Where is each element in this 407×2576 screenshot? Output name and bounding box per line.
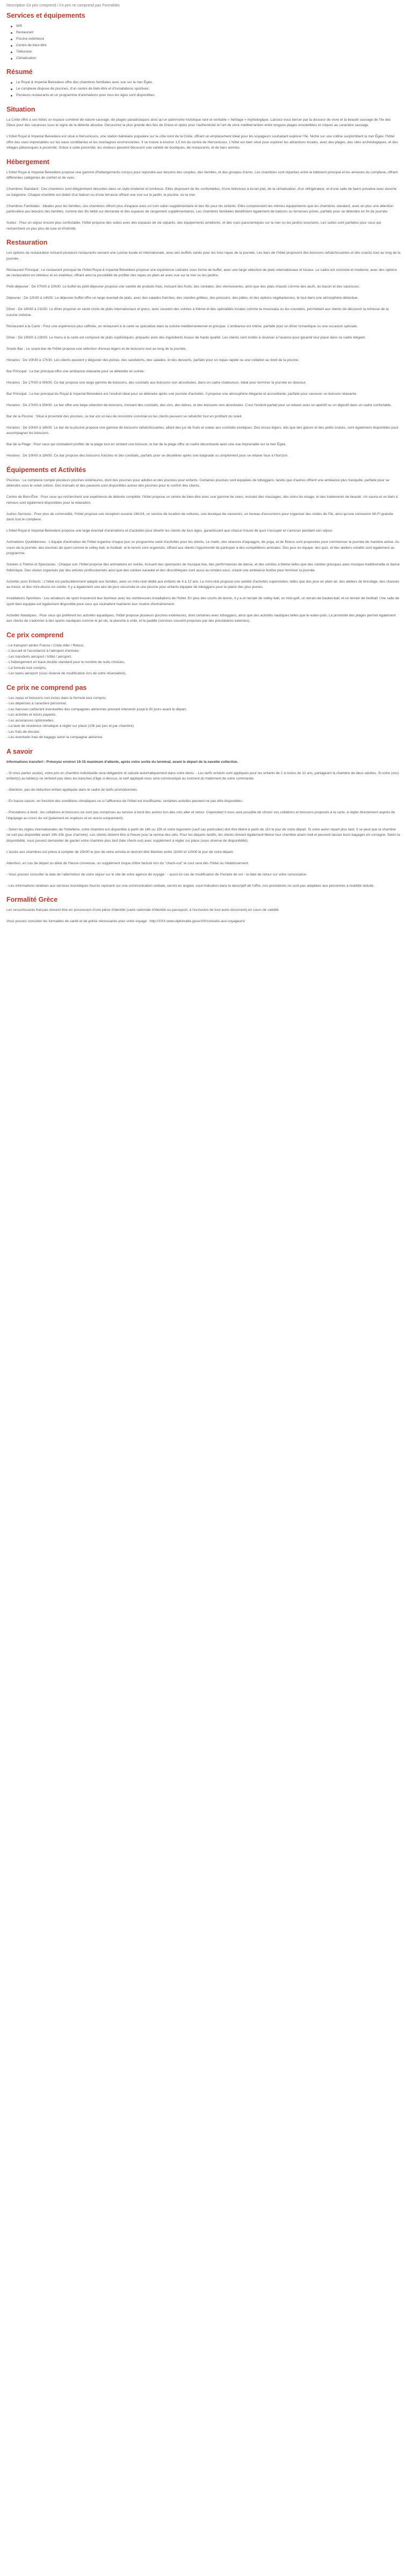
services-section xyxy=(6,11,401,62)
services-list xyxy=(6,24,401,62)
paragraph: Restaurant Principal : Le restaurant principal de l'hôtel Royal & Imperial Belvedere propose une expérience culinaire sous forme de buffet, avec une large sélection de plats internationaux et locaux. Le cadre est convivial et moderne, avec des options de restauration en intérieur et en extérieur, offrant ainsi la possibilité de profiter des repas en plein air avec vue sur la mer ou les jardins. xyxy=(6,268,397,277)
situation-title: Situation xyxy=(6,105,35,113)
paragraph: Les options de restauration incluent plusieurs restaurants servant une cuisine locale et internationale, avec des buffets variés pour les trois repas de la journée. Les bars de l'hôtel proposent des boissons rafraîchissantes et des snacks tout au long de la journée. xyxy=(6,251,401,261)
paragraph: Bar de la Plage : Pour ceux qui souhaitent profiter de la plage tout en sirotant une boisson, le bar de la plage offre un cadre décontracté avec une vue imprenable sur la mer Égée. xyxy=(6,443,287,446)
comprend-list xyxy=(6,643,401,677)
list-item: - Les repas et boissons non inclus dans la formule tout compris, xyxy=(6,696,107,700)
formalites-link-paragraph: Vous pouvez consulter les formalités de santé et de police nécessaires pour votre voyage : http://XXX.www.diplomatie.gouv.fr/fr/conseils-aux-voyageurs/ xyxy=(6,919,245,923)
paragraph: Dîner : De 19h00 à 22h00. Le menu à la carte est composé de plats sophistiqués, préparés avec des ingrédients locaux de haute qualité. Les clients sont invités à réserver à l'avance pour garantir leur place dans ce cadre élégant. xyxy=(6,335,366,340)
list-item: - Les hausses carburant éventuelles des compagnies aériennes pouvant intervenir jusqu'à 30 jours avant le départ, xyxy=(6,707,187,711)
breadcrumb: Description Ce prix comprend / Ce prix ne comprend pas Formalités xyxy=(6,4,120,8)
comprend-title: Ce prix comprend xyxy=(6,631,64,639)
paragraph: - Vous pouvez consulter la date de l'aller/retour de votre séjour sur le site de votre agence de voyage : - aussi en cas de modification de l'horaire de vol - la date de retour sur votre convocation. xyxy=(6,872,308,877)
savoir-title: A savoir xyxy=(6,747,33,755)
paragraph: - En basse saison, en fonction des conditions climatiques ou si l'affluence de l'hôtel est insuffisante, certaines activités peuvent ne pas être disponibles. xyxy=(6,799,243,803)
list-item: Piscine extérieure xyxy=(6,36,401,42)
list-item: - Les éventuels frais de bagage selon la compagnie aérienne. xyxy=(6,735,103,739)
paragraph: L'hôtel Royal & Imperial Belvedere propose une gamme d'hébergements conçus pour répondre aux besoins des couples, des familles, et des groupes d'amis. Les chambres sont réparties entre le bâtiment principal et les annexes du complexe, offrant différentes catégories de confort et de vues. xyxy=(6,170,398,180)
savoir-section xyxy=(6,747,401,889)
ne-comprend-title: Ce prix ne comprend pas xyxy=(6,683,87,691)
paragraph: Horaires : De 17h00 à 00h00. Ce bar propose une large gamme de boissons, des cocktails aux boissons non alcoolisées, dans un cadre chaleureux. Idéal pour terminer la journée en douceur. xyxy=(6,380,307,385)
paragraph: Chambres Familiales : Idéales pour les familles, ces chambres offrent plus d'espace avec un coin salon supplémentaire et des lits pour les enfants. Elles comprennent les mêmes équipements que les chambres standard, avec en plus une attention particulière aux besoins des familles, comme des lits bébé sur demande et des espaces de rangement supplémentaires. Les chambres familiales bénéficient également de balcons ou terrasses privés, parfaits pour se détendre en fin de journée. xyxy=(6,204,394,214)
paragraph: Horaires : De 10h00 à 18h00. Ce bar propose des boissons fraîches et des cocktails, parfaits pour se désaltérer après une baignade ou simplement pour se relaxer face à l'horizon. xyxy=(6,454,289,458)
list-item: - L'accueil et l'assistance à l'aéroport d'arrivée, xyxy=(6,649,79,653)
list-item: Télévision xyxy=(6,49,401,55)
paragraph: Suites : Pour un séjour encore plus confortable, l'hôtel propose des suites avec des espaces de vie séparés, des équipements améliorés, et des vues panoramiques sur la mer ou les jardins luxuriants. Les suites sont parfaites pour ceux qui recherchent un peu plus de luxe et d'intimité. xyxy=(6,221,381,231)
list-item: Centre de bien-être xyxy=(6,43,401,49)
paragraph: Restaurant à la Carte : Pour une expérience plus raffinée, un restaurant à la carte se spécialise dans la cuisine méditerranéenne et grecque. L'ambiance est intime, parfaite pour un dîner romantique ou une occasion spéciale. xyxy=(6,324,358,328)
paragraph: Dîner : De 18h30 à 21h30. Le dîner propose un vaste choix de plats internationaux et grecs, avec souvent des soirées à thème et des spécialités locales comme la moussaka ou les souvlakis, permettant aux clients de découvrir la richesse de la cuisine crétoise. xyxy=(6,307,389,317)
list-item: Le complexe dispose de piscines, d'un centre de bien-être et d'installations sportives. xyxy=(6,86,401,92)
resume-list xyxy=(6,80,401,99)
paragraph: Chambres Standard : Ces chambres sont élégamment décorées dans un style moderne et lumineux. Elles disposent de lits confortables, d'une télévision à écran plat, de la climatisation, d'un réfrigérateur, et d'une salle de bains privative avec douche ou baignoire. Chaque chambre est dotée d'un balcon ou d'une terrasse offrant une vue sur le jardin, la piscine, ou la mer. xyxy=(6,187,397,197)
paragraph: Bar de la Piscine : Situé à proximité des piscines, ce bar est un lieu de rencontre convivial où les clients peuvent se rafraîchir tout en profitant du soleil. xyxy=(6,414,243,418)
services-title: Services et équipements xyxy=(6,11,85,19)
paragraph: Petit-déjeuner : De 07h00 à 10h00. Le buffet du petit-déjeuner propose une variété de produits frais, incluant des fruits, des céréales, des viennoiseries, ainsi que des plats chauds comme des œufs, du bacon et des saucisses. xyxy=(6,285,360,289)
list-item: Climatisation xyxy=(6,56,401,62)
list-item: - Les taxes aéroport (sous réserve de modification lors de votre réservation). xyxy=(6,672,127,675)
ne-comprend-list xyxy=(6,696,401,741)
paragraph: Autres Services : Pour plus de commodité, l'hôtel propose une réception ouverte 24h/24, un service de location de voitures, une boutique de souvenirs, un bureau d'excursions pour organiser des visites de l'île, ainsi qu'une connexion Wi-Fi gratuite dans tout le complexe. xyxy=(6,512,394,521)
paragraph: Piscines : Le complexe compte plusieurs piscines extérieures, dont des piscines pour adultes et des piscines pour enfants. Certaines piscines sont équipées de toboggans, tandis que d'autres offrent une ambiance plus tranquille, parfaite pour se détendre sous le soleil crétois. Des transats et des parasols sont disponibles autour des piscines pour le confort des clients. xyxy=(6,478,389,488)
paragraph: - Prestations à bord : les collations et boissons ne sont pas comprises au service à bord des avions lors des vols aller et retour. Cependant il vous sera possible de choisir vos collations et boissons proposés à la carte, à régler directement auprès de l'équipage au cours du vol (paiement en espèces et en euros uniquement). xyxy=(6,811,395,820)
formalites-section xyxy=(6,895,401,925)
paragraph: Snack-Bar : Le snack-bar de l'hôtel propose une sélection d'encas légers et de boissons tout au long de la journée. xyxy=(6,347,187,351)
paragraph: Centre de Bien-Être : Pour ceux qui recherchent une expérience de détente complète, l'hôtel propose un centre de bien-être avec une gamme de soins, incluant des massages, des soins du visage, et des traitements de beauté. Un sauna et un bain à remous sont également disponibles pour la relaxation. xyxy=(6,495,398,505)
list-item: - La taxe de résidence climatique à régler sur place (10€ par jour et par chambre) xyxy=(6,724,134,728)
list-item: - Les transferts aéroport / hôtel / aéroport, xyxy=(6,654,72,659)
hebergement-section xyxy=(6,158,401,232)
paragraph: Déjeuner : De 12h30 à 14h30. Le déjeuner buffet offre un large éventail de plats, avec des salades fraîches, des viandes grillées, des poissons, des pâtes, et des options végétariennes, le tout dans une atmosphère détendue. xyxy=(6,296,359,300)
paragraph: Activités Nautiques : Pour ceux qui préfèrent les activités aquatiques, l'hôtel propose plusieurs piscines extérieures, dont certaines avec toboggans, ainsi que des activités nautiques telles que le water-polo. La proximité des plages permet également aux clients de s'adonner à des sports nautiques comme le jet-ski, la planche à voile, et le paddle (services souvent proposés par des prestataires externes). xyxy=(6,613,396,623)
list-item: Le Royal & Imperial Belvedere offre des chambres familiales avec vue sur la mer Égée. xyxy=(6,80,401,86)
list-item: - La formule tout compris, xyxy=(6,666,47,670)
list-item: - Les dépenses à caractère personnel, xyxy=(6,702,67,705)
paragraph: Bar Principal : Le bar principal offre une ambiance relaxante pour se détendre en soirée. xyxy=(6,369,145,373)
paragraph: Animations Quotidiennes : L'équipe d'animation de l'hôtel organise chaque jour un programme varié d'activités pour les clients. Le matin, des séances d'aquagym, de yoga, et de fitness sont proposées pour commencer la journée de manière active. Au cours de la journée, des tournois de sport comme le volley-ball, le football, et le tennis sont organisés, offrant aux clients l'opportunité de participer à des compétitions amicales. Des jeux en équipe, des quiz, et des ateliers créatifs sont également au programme. xyxy=(6,540,399,555)
comprend-section xyxy=(6,631,401,677)
hebergement-title: Hébergement xyxy=(6,158,49,166)
paragraph: L'accès aux chambres est prévu à compter de 15h00 le jour de votre arrivée et devront être libérées entre 11h00 et 12h00 le jour de votre départ. xyxy=(6,850,234,854)
list-item: - L'hébergement en base double standard pour le nombre de nuits choisies, xyxy=(6,660,125,664)
restauration-title: Restauration xyxy=(6,239,48,246)
list-item: Wifi xyxy=(6,24,401,30)
paragraph: Attention, en cas de départ ou délai de l'heure convenue, un supplément risque d'être facturé lors du "check-out" le cout sera dès l'hôtel ou l'établissement. xyxy=(6,861,249,865)
list-item: Restaurant xyxy=(6,30,401,36)
paragraph: Installations Sportives : Les amateurs de sport trouveront leur bonheur avec les nombreuses installations de l'hôtel. En plus des courts de tennis, il y a un terrain de volley-ball, un mini-golf, un terrain de basket-ball, et un terrain de football. Une salle de sport bien équipée est également disponible pour ceux qui souhaitent maintenir leur routine d'entraînement. xyxy=(6,597,399,606)
transfer-info: Informations transfert : Prévoyez environ 15-15 maximum d'attente, après votre sortie du terminal, avant le départ de la navette collective. xyxy=(6,760,238,764)
paragraph: L'hôtel Royal & Imperial Belvedere propose une large éventail d'animations et d'activités pour divertir les clients de tous âges, garantissant que chacun trouve de quoi s'occuper et s'amuser pendant son séjour. xyxy=(6,529,333,533)
paragraph: - Les informations relatives aux services touristiques fournis reposent sur une communication verbale, seront en anglais -soul indication dans le descriptif de l'offre, nos prestations ne sont pas adaptées aux personnes à mobilité réduite. xyxy=(6,884,375,888)
paragraph: Activités pour Enfants : L'hôtel est particulièrement adapté aux familles, avec un mini-club dédié aux enfants de 4 à 12 ans. Le mini-club propose une variété d'activités supervisées, telles que des jeux en plein air, des ateliers de bricolage, des chasses au trésor, et des mini-discos en soirée. Il y a également une aire de jeux sécurisée et une piscine pour enfants équipée de toboggans pour le plaisir des plus jeunes. xyxy=(6,579,399,589)
resume-section xyxy=(6,68,401,99)
paragraph: - Selon les règles internationales de l'hôtellerie, votre chambre est disponible à partir de 14h ou 15h et votre logement (sauf cas particulier) doit être libéré à partir de 11h le jour de votre départ. Si votre avion repart plus tard. Il se peut que la chambre ne soit pas disponible avant 14h-15h (jour d'arrivée). Les clients doivent être à l'heure pour la remise des clés. Pour les départs tardifs, les clients doivent également libérer leur chambre avant midi et peuvent laisser leurs bagages en consigne. Selon la disponibilité, vous pouvez demander de garder votre chambre plus tard (late check-out) avec supplément à régler sur place (sous réserve de disponibilité). xyxy=(6,827,400,843)
ne-comprend-section xyxy=(6,683,401,741)
list-item: Plusieurs restaurants et un programme d'animations pour tous les âges sont disponibles. xyxy=(6,93,401,99)
list-item: - Les assurances optionnelles, xyxy=(6,718,55,723)
paragraph: Horaires : De 17h00 à 00h00. Le bar offre une large sélection de boissons, incluant des cocktails, des vins, des bières, et des boissons non alcoolisées. C'est l'endroit parfait pour se relaxer avec un apéritif ou un digestif dans un cadre confortable. xyxy=(6,403,392,407)
paragraph: Horaires : De 10h00 à 18h00. Le bar de la piscine propose une gamme de boissons rafraîchissantes, allant des jus de fruits et sodas aux cocktails exotiques. Des encas légers, tels que des glaces et des petits snacks, sont également disponibles pour accompagner les boissons. xyxy=(6,425,399,435)
restauration-section xyxy=(6,238,401,459)
paragraph: Bar Principal : Le bar principal du Royal & Imperial Belvedere est l'endroit idéal pour se détendre après une journée d'activités. Il propose une atmosphère élégante et accueillante, parfaite pour savourer un boisson relaxante. xyxy=(6,392,358,396)
resume-title: Résumé xyxy=(6,68,33,76)
paragraph: Les ressortissants français doivent être en possession d'une pièce d'identité (carte nationale d'identité ou passeport, à l'exclusion de tout autre document) en cours de validité. xyxy=(6,908,280,912)
equipements-section xyxy=(6,466,401,624)
paragraph: L'hôtel Royal & Imperial Belvedere est situé à Hersonissos, une station balnéaire populaire sur la côte nord de la Crète, offrant un emplacement idéal pour les voyageurs souhaitant explorer l'île. Niché sur une colline surplombant la mer Égée, l'hôtel offre des vues imprenables sur les eaux scintillantes et les montagnes environnantes. Il se trouve à environ 1,5 km du centre de Hersonissos. L'hôtel est bien situé pour explorer les attractions locales, avec des plages, des sites archéologiques, et des villages pittoresques à proximité. Grâce à cette proximité, les visiteurs peuvent découvrir une variété de boutiques, de restaurants, et de bars animés. xyxy=(6,135,398,150)
list-item: - Les activités et loisirs payants, xyxy=(6,713,57,717)
paragraph: - Attention, pas de réduction enfant appliquée dans le cadre de tarifs promotionnels. xyxy=(6,788,138,792)
paragraph: Soirées à Thème et Spectacles : Chaque soir, l'hôtel propose des animations en soirée, incluant des spectacles de musique live, des performances de danse, et des soirées à thème telles que des soirées grecques avec musique traditionnelle et danse folklorique. Des shows organisés par des artistes professionnels ainsi que des soirées karaoké et des discothèques sont aussi au rendez-vous, créant une ambiance festive pour terminer la journée. xyxy=(6,563,400,572)
list-item: - Le transport aérien France / Crète Aller / Retour, xyxy=(6,643,84,647)
situation-section xyxy=(6,105,401,151)
paragraph: Horaires : De 10h30 à 17h30. Les clients peuvent y déguster des pizzas, des sandwichs, des salades, et des desserts, parfaits pour un repas rapide ou une collation au bord de la piscine. xyxy=(6,358,300,362)
paragraph: La Crète offre à ses hôtes un espace combiné de nature sauvage, de plages paradisiaques ainsi qu'un patrimoine historique rare et veritable « héritage » mythologique. Laissez-vous bercer par la douceur de vivre et la beauté sauvage de l'île des Dieux pour des vacances sous le signe de la détente absolue. Découvrez la plus grande des îles de Grèce et optez pour l'authenticité et l'art de vivre méditerranéen entre longues plages ensoleillées et criques au caractère sauvage. xyxy=(6,117,391,127)
formalites-title: Formalité Grèce xyxy=(6,896,58,903)
paragraph: - Si vous partez seul(e), votre prix en chambre individuelle sera obligatoire et calculé automatiquement dans votre devis. - Les tarifs enfants sont appliqués pour les enfants de 2 à moins de 12 ans, partageant la chambre de deux adultes. Si votre (vos) enfant(s) au bébé(s) ne rentrent pas dans les tranches d'âge ci-dessus, le tarif appliqué vous sera communiqué au moment du traitement de votre commande. xyxy=(6,771,399,781)
list-item: - Les frais de dossier, xyxy=(6,730,40,734)
equipements-title: Équipements et Activités xyxy=(6,466,86,474)
